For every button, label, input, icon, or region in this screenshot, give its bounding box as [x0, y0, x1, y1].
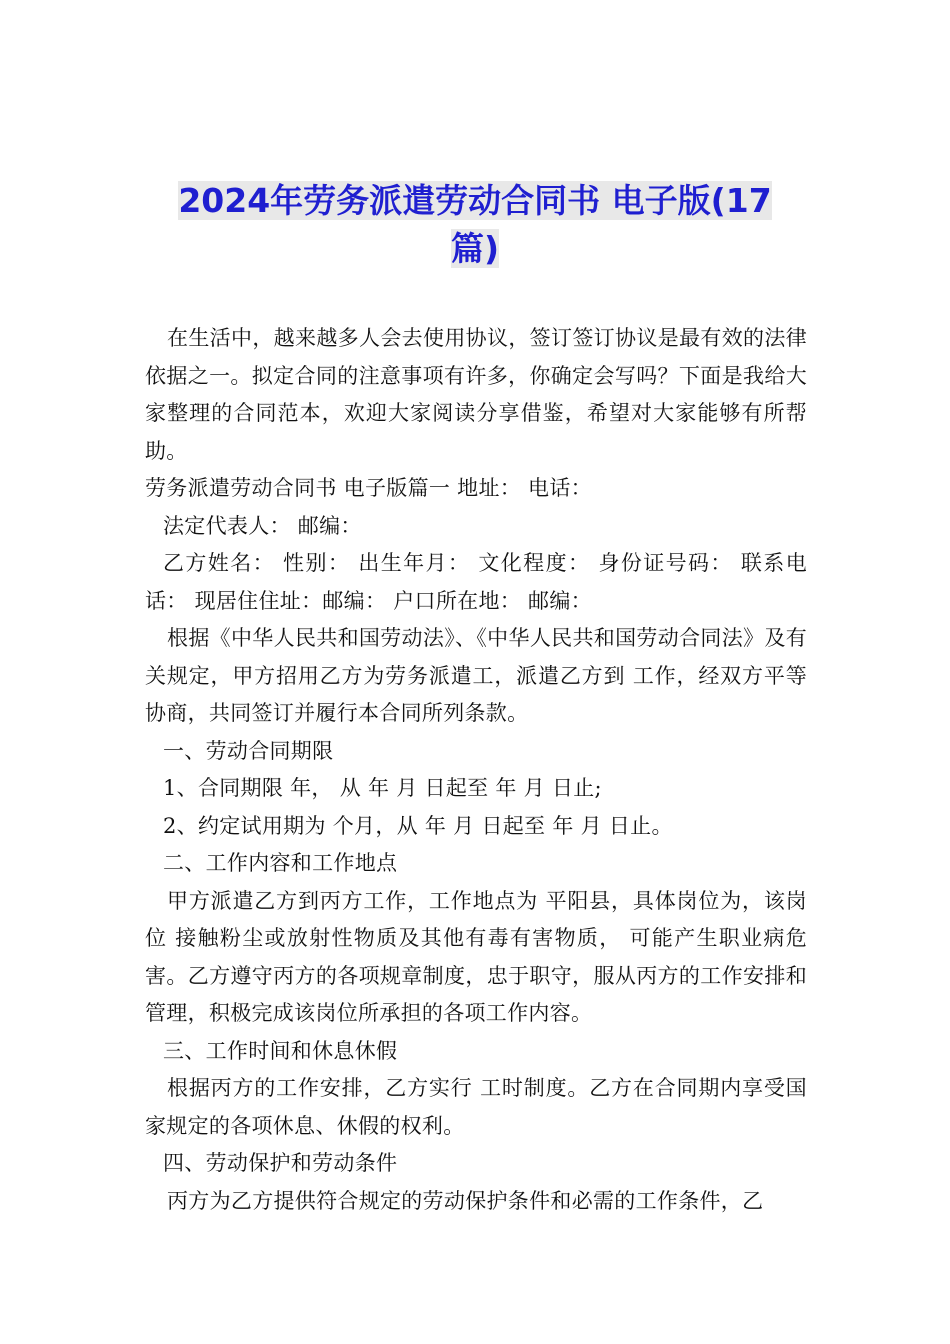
clause-item-1-1: 1、合同期限 年， 从 年 月 日起至 年 月 日止; — [163, 776, 602, 800]
clause-paragraph-3: 根据丙方的工作安排，乙方实行 工时制度。乙方在合同期内享受国家规定的各项休息、休假的权利。 — [145, 1076, 807, 1138]
clause-item-1-2: 2、约定试用期为 个月，从 年 月 日起至 年 月 日止。 — [163, 813, 673, 838]
clause-heading-4: 四、劳动保护和劳动条件 — [163, 1151, 398, 1175]
legal-representative-line: 法定代表人： 邮编： — [163, 513, 362, 538]
legal-basis-paragraph: 根据《中华人民共和国劳动法》、《中华人民共和国劳动合同法》及有关规定，甲方招用乙方为劳务派遣工，派遣乙方到 工作，经双方平等协商，共同签订并履行本合同所列条款。 — [145, 626, 807, 725]
title-line-2: 篇) — [450, 229, 500, 268]
clause-paragraph-4: 丙方为乙方提供符合规定的劳动保护条件和必需的工作条件，乙 — [167, 1188, 764, 1213]
clause-heading-3: 三、工作时间和休息休假 — [163, 1038, 398, 1063]
clause-paragraph-2: 甲方派遣乙方到丙方工作，工作地点为 平阳县，具体岗位为，该岗位 接触粉尘或放射性物质及其他有毒有害物质， 可能产生职业病危害。乙方遵守丙方的各项规章制度，忠于职守，服从丙方的工作安排和管理，积极完成该岗位所承担的各项工作内容。 — [145, 888, 807, 1025]
clause-heading-2: 二、工作内容和工作地点 — [163, 851, 398, 875]
document-body — [145, 320, 807, 1220]
party-b-info-paragraph: 乙方姓名： 性别： 出生年月： 文化程度： 身份证号码： 联系电话： 现居住住址：邮编： 户口所在地： 邮编： — [145, 551, 807, 613]
document-title — [145, 177, 805, 273]
intro-paragraph: 在生活中，越来越多人会去使用协议，签订签订协议是最有效的法律依据之一。拟定合同的注意事项有许多，你确定会写吗？下面是我给大家整理的合同范本，欢迎大家阅读分享借鉴，希望对大家能够有所帮助。 — [145, 326, 807, 463]
section-heading-contract-one: 劳务派遣劳动合同书 电子版篇一 地址： 电话： — [145, 476, 592, 500]
title-line-1: 2024年劳务派遣劳动合同书 电子版(17 — [178, 181, 772, 220]
clause-heading-1: 一、劳动合同期限 — [163, 738, 334, 763]
